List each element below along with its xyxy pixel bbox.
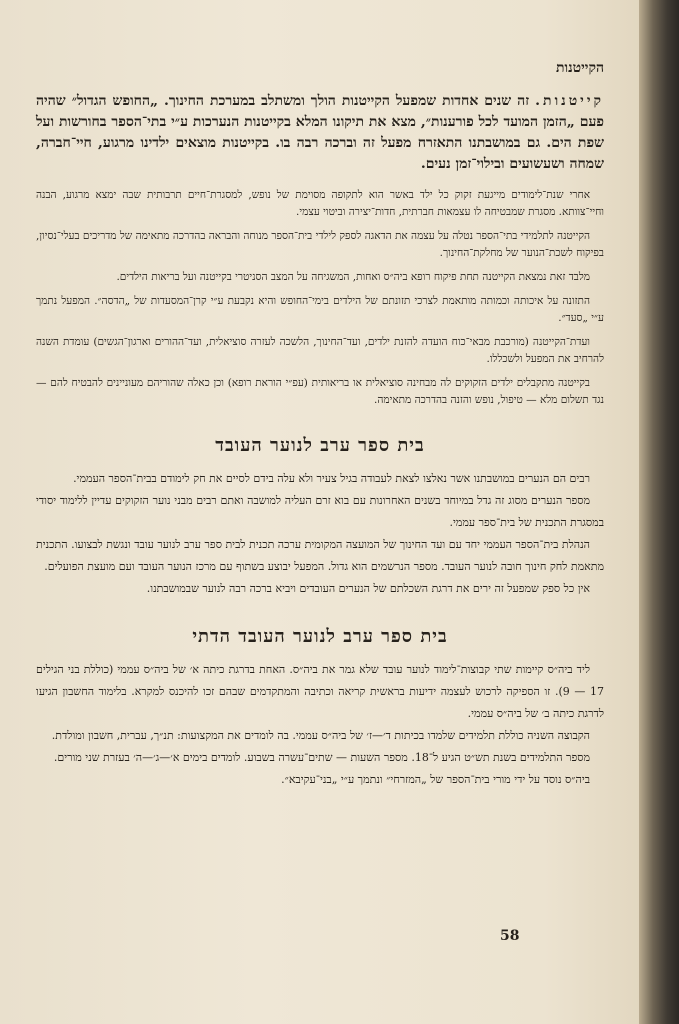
religious-school-paragraph-4: ביה״ס נוסד על ידי מורי בית־הספר של „המזרחי״ ונתמך ע״י „בני־עקיבא״. <box>281 773 590 786</box>
page-number: 58 <box>500 928 520 944</box>
lead-paragraph <box>36 91 604 175</box>
camps-paragraph-3: מלבד זאת נמצאת הקייטנה תחת פיקוח רופא ביה״ס ואחות, המשגיחה על המצב הסניטרי בקייטנה ועל בריאות הילדים. <box>116 271 590 283</box>
camps-paragraph-6: בקייטנה מתקבלים ילדים הזקוקים לה מבחינה סוציאלית או בריאותית (עפ״י הוראת רופא) וכן כאלה שהוריהם מעוניינים להבטיח להם — נגד תשלום מלא — טיפול, נופש והזנה בהדרכה מתאימה. <box>36 377 604 406</box>
camps-paragraph-4: התזונה על איכותה וכמותה מותאמת לצרכי תזונתם של הילדים בימי־החופש והיא נקבעת ע״י קרן־המסעדות של „הדסה״. המפעל נתמך ע״י „סעד״. <box>36 295 604 324</box>
lead-text: זה שנים אחדות שמפעל הקייטנות הולך ומשתלב במערכת החינוך. „החופש הגדול״ שהיה פעם „הזמן המועד לכל פורענות״, מצא את תיקונו המלא בקייטנות הנערכות ע״י בתי־הספר בחורשות ועל שפת הים. גם במושבתנו התאזרח מפעל זה וברכה רבה בו. בקייטנות מוצאים ילדינו מרגוע, חיי־חברה, שמחה ושעשועים ובילוי־זמן נעים. <box>36 93 604 172</box>
religious-school-paragraph-2: הקבוצה השניה כוללת תלמידים שלמדו בכיתות ד׳—ז׳ של ביה״ס עממי. בה לומדים את המקצועות: תנ״ך, עברית, חשבון ומולדת. <box>51 729 590 742</box>
camps-paragraph-2: הקייטנה לתלמידי בתי־הספר נטלה על עצמה את הדאגה לספק לילדי בית־הספר מנוחה והבראה בהדרכה מתאימה של מדריכים בעלי־נסיון, בפיקוח לשכת־הנוער של מחלקת־החינוך. <box>36 230 604 259</box>
religious-school-paragraph-1: ליד ביה״ס קיימות שתי קבוצות־לימוד לנוער עובד שלא גמר את ביה״ס. האחת בדרגת כיתה א׳ של ביה״ס עממי (כוללת בני הגילים 17 — 9). זו הספיקה לרכוש לעצמה ידיעות בראשית קריאה וכתיבה והמתקדמים שבהם זכו להיכנס למקרא. בלימוד החשבון הגיעו לדרגת כיתה ב׳ של ביה״ס עממי. <box>36 663 604 720</box>
camps-paragraph-5: ועדת־הקייטנה (מורכבת מבאי־כוח הועדה להזנת ילדים, ועד־החינוך, הלשכה לעזרה סוציאלית, ועד־ההורים וארגון־הגשים) עומדת השנה להרחיב את המפעל ולשכללו. <box>36 336 604 365</box>
religious-school-paragraph-3: מספר התלמידים בשנת תש״ט הגיע ל־18. מספר השעות — שתים־עשרה בשבוע. לומדים בימים א׳—ג׳—ה׳ בעזרת שני מורים. <box>53 751 590 764</box>
section-title-evening-school: בית ספר ערב לנוער העובד <box>215 435 425 456</box>
camps-paragraph-1: אחרי שנת־לימודים מייגעת זקוק כל ילד באשר הוא לתקופה מסוימת של נופש, למסגרת־חיים תרבותית שבה ימצא מרגוע, הבנה וחיי־צוותא. מסגרת שמבטיחה לו עצמאות חברתית, חדות־יצירה וביטוי עצמי. <box>36 189 604 218</box>
evening-school-paragraph-1: רבים הם הנערים במושבתנו אשר נאלצו לצאת לעבודה בגיל צעיר ולא עלה בידם לסיים את חק לימודם בבית־הספר העממי. <box>73 472 590 485</box>
evening-school-paragraph-2: מספר הנערים מסוג זה גדל במיוחד בשנים האחרונות עם בוא זרם העליה למושבה ואתם רבים מבני נוער הזקוקים עדיין ללימוד יסודי במסגרת התכנית של בית־ספר עממי. <box>36 494 604 529</box>
evening-school-paragraph-3: הנהלת בית־הספר העממי יחד עם ועד החינוך של המועצה המקומית ערכה תכנית לבית ספר ערב לנוער עובד ונגשת לבצועו. התכנית מתאמת לחק חינוך חובה לנוער העובד. מספר הנרשמים הוא גדול. המפעל יבוצע בשתוף עם מרכז הנוער העובד ועם מועצת הפועלים. <box>36 538 604 573</box>
lead-keyword: קייטנות. <box>535 93 605 109</box>
running-head: הקייטנות <box>555 60 604 76</box>
page-content <box>36 60 604 791</box>
section-title-religious-school: בית ספר ערב לנוער העובד הדתי <box>192 626 448 647</box>
evening-school-paragraph-4: אין כל ספק שמפעל זה ירים את דרגת השכלתם של הנערים העובדים ויביא ברכה רבה לנוער שבמושבתנו. <box>146 582 590 595</box>
book-spine <box>639 0 679 1024</box>
